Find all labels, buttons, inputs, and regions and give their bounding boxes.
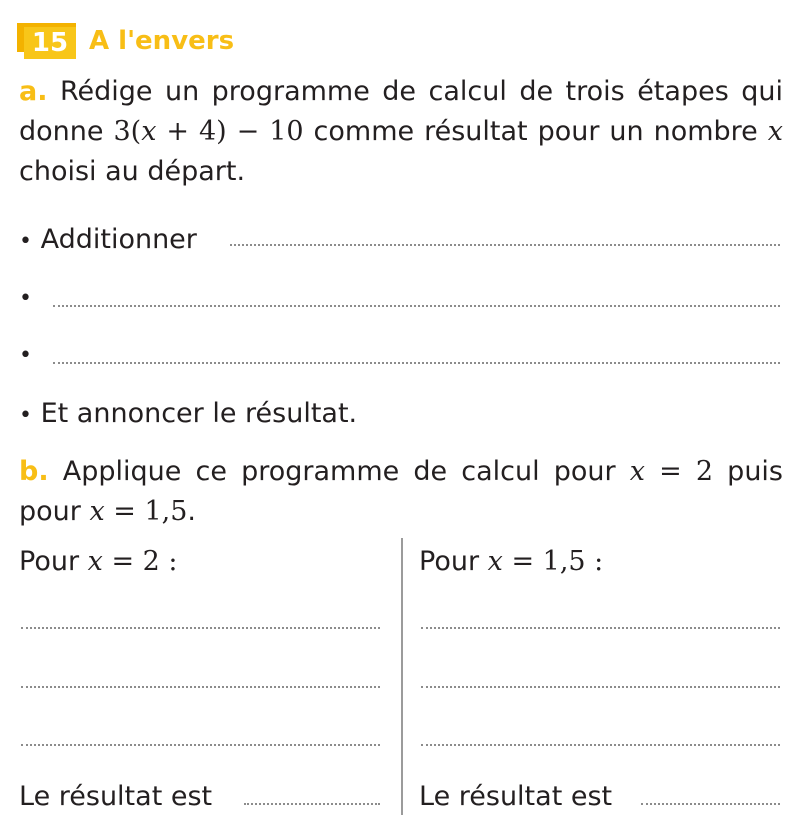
right-answer-line-2[interactable] — [421, 686, 780, 688]
bullet-icon: • — [19, 343, 32, 368]
left-result-label: Le résultat est — [19, 781, 213, 812]
left-answer-line-1[interactable] — [21, 627, 380, 629]
bullet-icon: • — [19, 229, 32, 254]
right-result-answer-line[interactable] — [641, 803, 780, 805]
part-a-intro: Rédige un programme de calcul de trois étapes qui donne — [19, 76, 783, 147]
exercise-title: A l'envers — [89, 26, 235, 56]
bullet-icon: • — [19, 403, 32, 428]
part-a-outro-1: comme résultat pour un nombre — [303, 116, 768, 147]
part-a-expression: 3(x + 4) − 10 — [113, 116, 304, 147]
bullet-icon: • — [19, 286, 32, 311]
part-a-letter: a. — [19, 76, 48, 107]
step-3-answer-line[interactable] — [53, 362, 780, 364]
part-b-instruction: b. Applique ce programme de calcul pour x = 2 puis pour x = 1,5. — [19, 456, 783, 527]
part-b-letter: b. — [19, 456, 49, 487]
part-a-instruction — [19, 72, 783, 192]
part-a-var: x — [767, 116, 783, 147]
step-1 — [19, 220, 197, 262]
left-answer-line-2[interactable] — [21, 686, 380, 688]
left-result-answer-line[interactable] — [244, 803, 380, 805]
step-1-text: Additionner — [40, 224, 197, 255]
right-answer-line-3[interactable] — [421, 744, 780, 746]
left-answer-line-3[interactable] — [21, 744, 380, 746]
step-4-text: Et annoncer le résultat. — [40, 398, 358, 429]
step-1-answer-line[interactable] — [230, 244, 780, 246]
right-result-label: Le résultat est — [419, 781, 613, 812]
column-divider — [401, 538, 403, 815]
part-a-outro-2: choisi au départ. — [19, 156, 246, 187]
step-2-answer-line[interactable] — [53, 305, 780, 307]
right-answer-line-1[interactable] — [421, 627, 780, 629]
part-b-intro: Applique ce programme de calcul pour — [62, 456, 630, 487]
right-column-label: Pour x = 1,5 : — [419, 546, 604, 577]
step-4 — [19, 394, 357, 436]
step-3 — [19, 334, 32, 376]
exercise-number-badge: 15 — [24, 27, 76, 59]
step-2 — [19, 277, 32, 319]
left-column-label: Pour x = 2 : — [19, 546, 178, 577]
